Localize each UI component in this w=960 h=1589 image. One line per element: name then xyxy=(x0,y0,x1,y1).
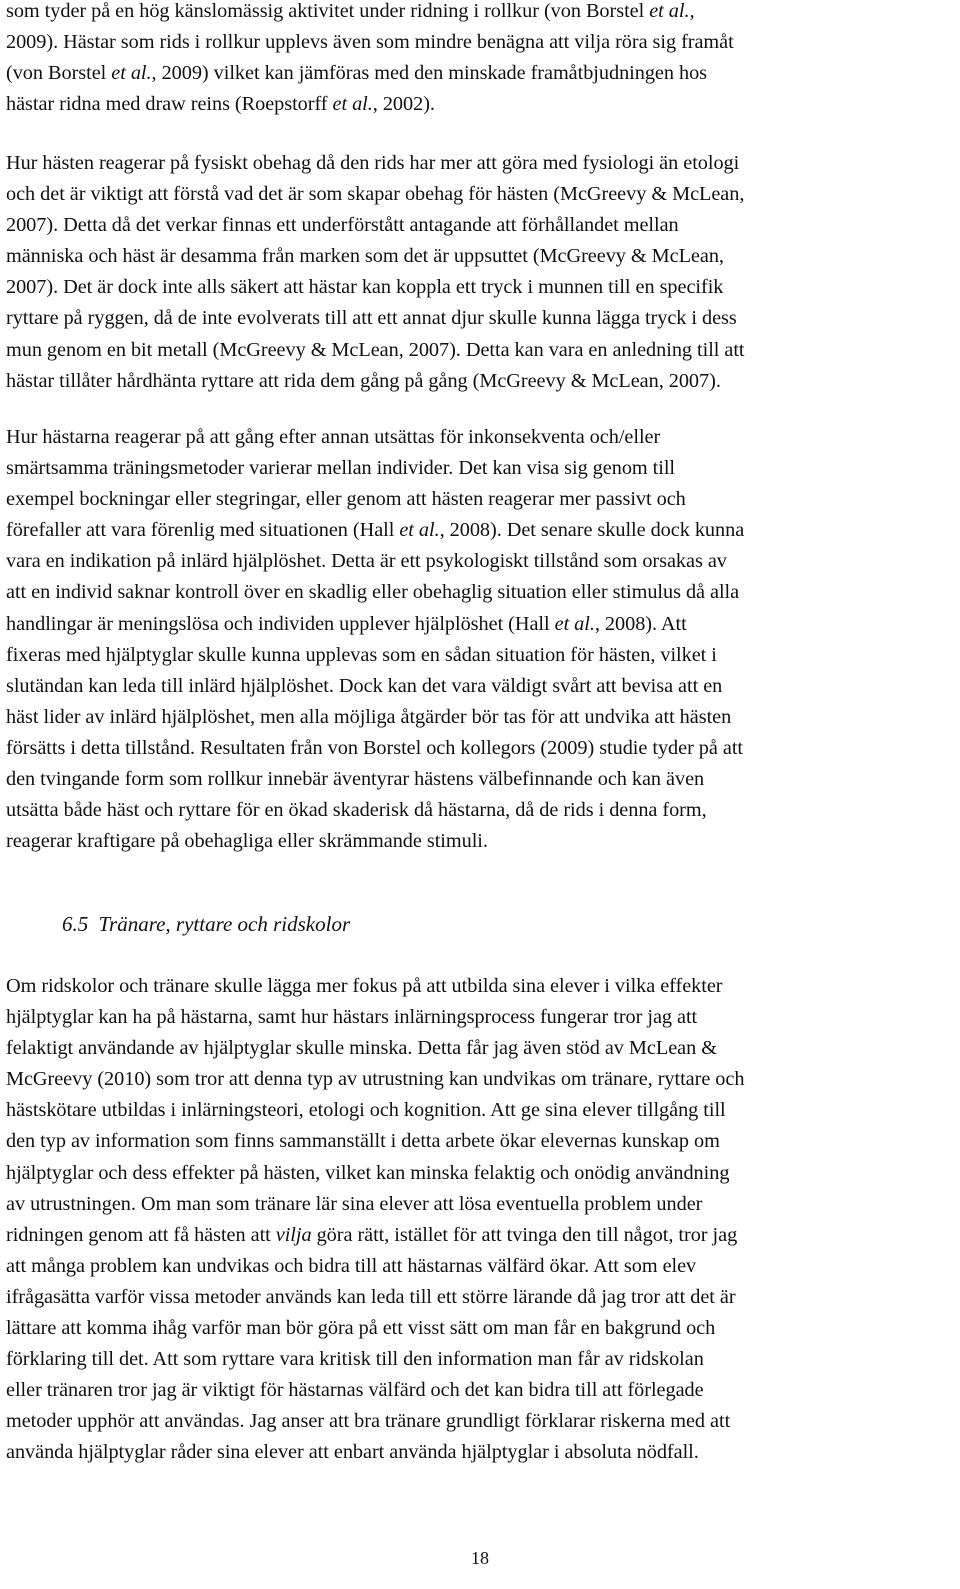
section-title: Tränare, ryttare och ridskolor xyxy=(98,912,351,936)
body-paragraph xyxy=(6,148,948,397)
italic-text: et al., xyxy=(649,0,695,22)
italic-text: et al. xyxy=(399,519,440,542)
paragraph-text: som tyder på en hög känslomässig aktivitet under ridning i rollkur (von Borstel xyxy=(6,0,650,22)
paragraph-text: , 2008). Det senare skulle dock kunna vara en indikation på inlärd hjälplöshet. Detta är ett psykologiskt tillstånd som orsakas av att en individ saknar kontroll över en skadlig eller obehaglig situation eller stimulus då alla handlingar är meningslösa och individen upplever hjälplöshet (Hall xyxy=(6,519,745,635)
body-paragraph xyxy=(6,422,948,857)
paragraph-text: , 2009) vilket kan jämföras med den minskade framåtbjudningen hos hästar ridna med draw reins (Roepstorff xyxy=(6,62,708,116)
italic-text: vilja xyxy=(275,1223,312,1246)
paragraph-text: göra rätt, istället för att tvinga den till något, tror jag att många problem kan undvikas och bidra till att hästarnas välfärd ökar. Att som elev ifrågasätta varför vissa metoder används kan leda till ett större lärande då jag tror att det är lättare att komma ihåg varför man bör göra på ett visst sätt om man får en bakgrund och förklaring till det. Att som ryttare vara kritisk till den information man får av ridskolan eller tränaren tror jag är viktigt för hästarnas välfärd och det kan bidra till att förlegade metoder upphör att användas. Jag anser att bra tränare grundligt förklarar riskerna med att använda hjälptyglar råder sina elever att enbart använda hjälptyglar i absoluta nödfall. xyxy=(6,1223,738,1464)
italic-text: et al. xyxy=(554,612,595,635)
italic-text: et al. xyxy=(111,62,152,85)
paragraph-text: 2009). Hästar som rids i rollkur upplevs även som mindre benägna att vilja röra sig framåt (von Borstel xyxy=(6,31,734,85)
body-paragraph xyxy=(6,0,948,120)
section-heading xyxy=(62,909,350,939)
italic-text: et al. xyxy=(332,93,373,116)
paragraph-text: , 2002). xyxy=(372,93,435,116)
paragraph-text: , 2008). Att fixeras med hjälptyglar skulle kunna upplevas som en sådan situation för hästen, vilket i slutändan kan leda till inlärd hjälplöshet. Dock kan det vara väldigt svårt att bevisa att en häst lider av inlärd hjälplöshet, men alla möjliga åtgärder bör tas för att undvika att hästen försätts i detta tillstånd. Resultaten från von Borstel och kollegors (2009) studie tyder på att den tvingande form som rollkur innebär äventyrar hästens välbefinnande och kan även utsätta både häst och ryttare för en ökad skaderisk då hästarna, då de rids i denna form, reagerar kraftigare på obehagliga eller skrämmande stimuli. xyxy=(6,612,743,853)
section-number: 6.5 xyxy=(62,912,89,936)
paragraph-text: Hur hästen reagerar på fysiskt obehag då den rids har mer att göra med fysiologi än etologi och det är viktigt att förstå vad det är som skapar obehag för hästen (McGreevy & McLean, 2007). Detta då det verkar finnas ett underförstått antagande att förhållandet mellan människa och häst är desamma från marken som det är uppsuttet (McGreevy & McLean, 2007). Det är dock inte alls säkert att hästar kan koppla ett tryck i munnen till en specifik ryttare på ryggen, då de inte evolverats till att ett annat djur skulle kunna lägga tryck i dess mun genom en bit metall (McGreevy & McLean, 2007). Detta kan vara en anledning till att hästar tillåter hårdhänta ryttare att rida dem gång på gång (McGreevy & McLean, 2007). xyxy=(6,152,745,392)
paragraph-text: Hur hästarna reagerar på att gång efter annan utsättas för inkonsekventa och/eller smärtsamma träningsmetoder varierar mellan individer. Det kan visa sig genom till exempel bockningar eller stegringar, eller genom att hästen reagerar mer passivt och förefaller att vara förenlig med situationen (Hall xyxy=(6,426,686,542)
body-paragraph xyxy=(6,971,948,1469)
paragraph-text: Om ridskolor och tränare skulle lägga mer fokus på att utbilda sina elever i vilka effekter hjälptyglar kan ha på hästarna, samt hur hästars inlärningsprocess fungerar tror jag att felaktigt användande av hjälptyglar skulle minska. Detta får jag även stöd av McLean & McGreevy (2010) som tror att denna typ av utrustning kan undvikas om tränare, ryttare och hästskötare utbildas i inlärningsteori, etologi och kognition. Att ge sina elever tillgång till den typ av information som finns sammanställt i detta arbete ökar elevernas kunskap om hjälptyglar och dess effekter på hästen, vilket kan minska felaktig och onödig användning av utrustningen. Om man som tränare lär sina elever att lösa eventuella problem under ridningen genom att få hästen att xyxy=(6,975,745,1246)
page-number: 18 xyxy=(471,1548,489,1568)
